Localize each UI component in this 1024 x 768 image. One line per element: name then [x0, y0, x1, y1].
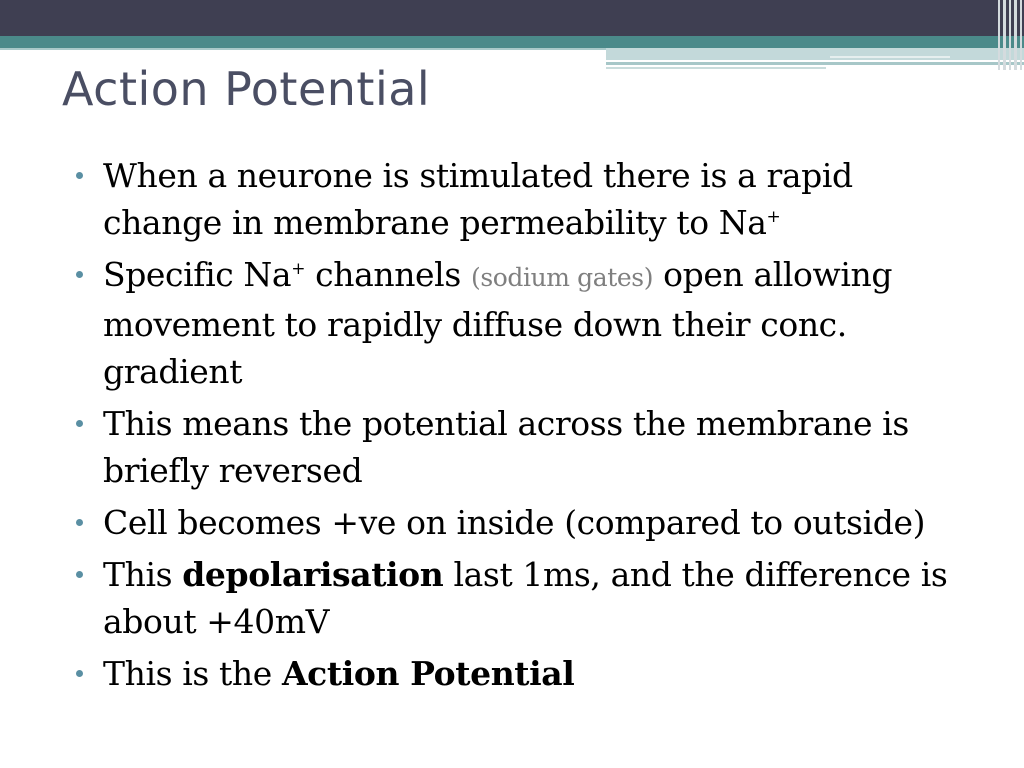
bullet-text: This is the — [103, 654, 282, 693]
bullet-item — [76, 152, 996, 246]
bullet-text: channels — [305, 255, 471, 294]
bullet-dot-icon — [76, 172, 83, 179]
superscript: + — [766, 207, 781, 227]
bullet-item — [76, 499, 996, 546]
bullet-text: This — [103, 555, 183, 594]
bullet-text: This means the potential across the membrane is briefly reversed — [103, 404, 909, 490]
bullet-list — [76, 152, 996, 702]
bullet-dot-icon — [76, 420, 83, 427]
bullet-dot-icon — [76, 670, 83, 677]
bullet-item — [76, 551, 996, 645]
bullet-text: Cell becomes +ve on inside (compared to outside) — [103, 503, 926, 542]
bullet-text: open allowing movement to rapidly diffuse down their conc. gradient — [103, 255, 893, 391]
superscript: + — [291, 259, 306, 279]
bullet-text: last 1ms, and the difference is about +40mV — [103, 555, 948, 641]
bullet-text: When a neurone is stimulated there is a rapid — [103, 156, 853, 195]
header-band-teal — [0, 36, 1024, 48]
bullet-note: (sodium gates) — [470, 263, 654, 292]
header-vertical-stripes — [994, 0, 1024, 70]
bold-term: Action Potential — [281, 654, 575, 693]
header-band-right-line — [606, 62, 1024, 65]
bullet-dot-icon — [76, 519, 83, 526]
bullet-dot-icon — [76, 271, 83, 278]
header-band-right-line — [830, 56, 950, 58]
bullet-dot-icon — [76, 571, 83, 578]
bullet-item — [76, 251, 996, 395]
header-band-right-block — [606, 48, 1024, 60]
bold-term: depolarisation — [182, 555, 444, 594]
header-band-right-line — [606, 67, 826, 69]
header-band-dark — [0, 0, 1024, 36]
bullet-item — [76, 650, 996, 697]
slide-title: Action Potential — [62, 62, 431, 116]
bullet-item — [76, 400, 996, 494]
bullet-text: change in membrane permeability to Na — [103, 203, 767, 242]
bullet-text: Specific Na — [103, 255, 292, 294]
